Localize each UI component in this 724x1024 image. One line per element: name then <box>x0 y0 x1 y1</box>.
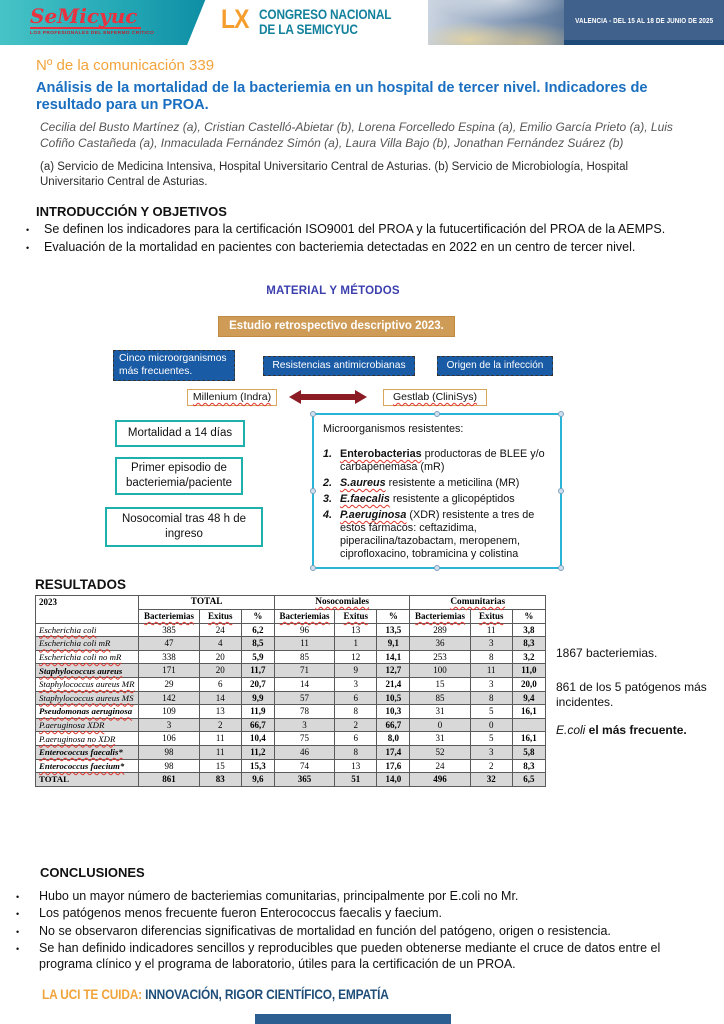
table-row <box>36 664 546 678</box>
conclusions-bullets <box>14 888 714 972</box>
table-cell: 96 <box>274 623 334 637</box>
paper-title: Análisis de la mortalidad de la bacteriemia en un hospital de tercer nivel. Indicadores de resultado para un PROA. <box>36 80 648 113</box>
congress-header <box>0 0 724 45</box>
organism-label: Escherichia coli mR <box>39 638 111 649</box>
resistant-item-2 <box>323 477 551 490</box>
table-cell: 78 <box>274 705 334 719</box>
motto-text: INNOVACIÓN, RIGOR CIENTÍFICO, EMPATÍA <box>141 986 389 1002</box>
organism-label: Escherichia coli <box>39 624 97 635</box>
box-antimicrobial-resistance: Resistencias antimicrobianas <box>263 356 415 376</box>
authors-line: Cecilia del Busto Martínez (a), Cristian Castelló-Abietar (b), Lorena Forcelledo Espina (a), Emilio García Prieto (a), Luis Cofiño Castañeda (a), Inmaculada Fernández Simón (a), Laura Villa Bajo (b), Jonathan Fernández Suárez (b) <box>40 120 673 150</box>
table-cell: 20,0 <box>512 678 545 692</box>
system-gestlab-box: Gestlab (CliniSys) <box>383 389 487 406</box>
bullet-icon: • <box>16 926 20 937</box>
organism-label: Enterococcus faecium* <box>39 760 125 771</box>
note-ecoli-frequent <box>556 723 718 738</box>
bullet-icon: • <box>16 892 20 902</box>
resistant-item-4 <box>323 509 551 561</box>
table-row <box>36 678 546 692</box>
selection-handle <box>310 411 316 417</box>
bullet-icon: • <box>26 225 30 235</box>
organism-label: P.aeruginosa no XDR <box>39 733 116 744</box>
table-cell: 8,3 <box>512 637 545 651</box>
table-cell: 5 <box>470 732 512 746</box>
table-cell: 5,9 <box>241 650 274 664</box>
organism-name: Enterobacterias <box>340 448 422 460</box>
table-cell: 12 <box>335 650 377 664</box>
table-cell: 3 <box>139 718 199 732</box>
table-cell: 31 <box>410 705 470 719</box>
table-cell: 12,7 <box>377 664 410 678</box>
resistant-item-3 <box>323 493 551 506</box>
table-cell: 98 <box>139 759 199 773</box>
table-cell: 8,5 <box>241 637 274 651</box>
introduction-heading: INTRODUCCIÓN Y OBJETIVOS <box>36 204 227 219</box>
table-cell: 496 <box>410 773 470 787</box>
ecoli-italic: E.coli <box>556 723 586 737</box>
table-cell: 14,0 <box>377 773 410 787</box>
organism-label: Staphylococcus aureus <box>39 665 123 676</box>
table-cell: 24 <box>199 623 241 637</box>
table-cell: 20 <box>199 650 241 664</box>
table-cell: 0 <box>410 718 470 732</box>
table-cell: 142 <box>139 691 199 705</box>
table-cell: 3 <box>470 637 512 651</box>
conclusion-2-text: Los patógenos menos frecuente fueron Enterococcus faecalis y faecium. <box>39 906 443 921</box>
table-cell: 8 <box>335 705 377 719</box>
bullet-icon: • <box>16 943 20 954</box>
col-header: % <box>377 609 410 623</box>
valencia-photo <box>428 0 564 45</box>
venue-banner <box>564 0 724 40</box>
table-cell: 3 <box>470 678 512 692</box>
col-header: Exitus <box>335 609 377 623</box>
table-cell: 21,4 <box>377 678 410 692</box>
table-cell: 83 <box>199 773 241 787</box>
col-header: Bacteriemias <box>139 609 199 623</box>
organism-label: Pseudomonas aeruginosa <box>39 706 133 717</box>
system-millenium-box: Millenium (Indra) <box>187 389 277 406</box>
item-text: productoras de BLEE y/o carbapenemasa (mR) <box>340 448 545 473</box>
table-cell: 5,8 <box>512 746 545 760</box>
communication-number: Nº de la comunicación 339 <box>36 57 215 74</box>
box-mortality-14d: Mortalidad a 14 días <box>115 420 245 447</box>
table-cell: 109 <box>139 705 199 719</box>
organism-name: P.aeruginosa <box>340 509 407 521</box>
congress-line1: CONGRESO NACIONAL <box>259 7 392 22</box>
col-header: Exitus <box>470 609 512 623</box>
table-cell: 66,7 <box>377 718 410 732</box>
table-total-row <box>36 773 546 787</box>
table-cell: 13 <box>335 759 377 773</box>
conclusion-4-text: Se han definido indicadores sencillos y reproducibles que pueden obtenerse mediante el cruce de datos entre el programa clínico y el programa de laboratorio, útiles para la certificación de un PROA. <box>39 940 661 972</box>
selection-handle <box>558 411 564 417</box>
table-cell: 365 <box>274 773 334 787</box>
intro-bullet-2 <box>22 239 694 255</box>
total-label: TOTAL <box>39 774 69 785</box>
resistant-box-title: Microorganismos resistentes: <box>323 423 464 435</box>
methods-section <box>0 281 724 578</box>
table-cell: 16,1 <box>512 705 545 719</box>
table-cell: 3 <box>335 678 377 692</box>
table-cell: 85 <box>410 691 470 705</box>
table-cell: 8 <box>470 691 512 705</box>
table-cell: 8 <box>335 746 377 760</box>
intro-bullet-1-text: Se definen los indicadores para la certificación ISO9001 del PROA y la futucertificación del PROA de la AEMPS. <box>44 222 666 236</box>
table-cell: 13,5 <box>377 623 410 637</box>
affiliations-line: (a) Servicio de Medicina Intensiva, Hospital Universitario Central de Asturias. (b) Servicio de Microbiología, Hospital Universitario Central de Asturias. <box>40 161 629 188</box>
table-cell: 100 <box>410 664 470 678</box>
table-cell: 3 <box>470 746 512 760</box>
note-861-pathogens: 861 de los 5 patógenos más incidentes. <box>556 680 707 709</box>
table-cell: 24 <box>410 759 470 773</box>
item-text: (XDR) resistente a tres de estos fármacos: ceftazidima, piperacilina/tazobactam, meropenem, ciprofloxacino, tobramicina y colistina <box>340 509 535 560</box>
table-cell: 14 <box>274 678 334 692</box>
table-cell: 17,4 <box>377 746 410 760</box>
table-cell: 0 <box>470 718 512 732</box>
methods-heading: MATERIAL Y MÉTODOS <box>266 285 400 297</box>
table-row <box>36 759 546 773</box>
banner-underline <box>564 40 724 45</box>
table-cell: 71 <box>274 664 334 678</box>
table-cell: 9,1 <box>377 637 410 651</box>
item-number: 2. <box>323 477 333 489</box>
conclusion-2 <box>14 905 714 921</box>
table-row <box>36 623 546 637</box>
results-table <box>35 595 546 787</box>
resistant-item-1 <box>323 448 551 474</box>
table-cell: 66,7 <box>241 718 274 732</box>
table-cell: 11,7 <box>241 664 274 678</box>
table-cell: 11 <box>199 746 241 760</box>
organism-label: Escherichia coli no mR <box>39 651 122 662</box>
congress-line2: DE LA SEMICYUC <box>259 22 358 38</box>
table-cell: 15,3 <box>241 759 274 773</box>
table-cell: 11 <box>470 623 512 637</box>
table-cell: 98 <box>139 746 199 760</box>
resistant-microorganisms-box <box>312 413 562 569</box>
table-cell: 9,6 <box>241 773 274 787</box>
table-cell: 29 <box>139 678 199 692</box>
conclusion-3 <box>14 923 714 939</box>
table-cell: 2 <box>335 718 377 732</box>
table-cell: 11 <box>470 664 512 678</box>
table-cell: 1 <box>335 637 377 651</box>
table-cell: 47 <box>139 637 199 651</box>
table-cell: 11 <box>274 637 334 651</box>
organism-label: Enterococcus faecalis* <box>39 747 123 758</box>
table-cell: 14 <box>199 691 241 705</box>
conclusion-1 <box>14 888 714 904</box>
table-cell: 52 <box>410 746 470 760</box>
table-cell: 3 <box>274 718 334 732</box>
table-cell: 14,1 <box>377 650 410 664</box>
table-cell: 171 <box>139 664 199 678</box>
motto-label: LA UCI TE CUIDA: <box>42 986 142 1002</box>
table-cell: 289 <box>410 623 470 637</box>
motto-footer <box>42 986 389 1002</box>
double-arrow-icon <box>289 390 367 404</box>
table-cell: 13 <box>335 623 377 637</box>
table-row <box>36 732 546 746</box>
semicyuc-logo: SeMicyuc <box>30 5 141 29</box>
table-cell: 6,2 <box>241 623 274 637</box>
table-cell: 11,2 <box>241 746 274 760</box>
venue-banner-text: VALENCIA - DEL 15 AL 18 DE JUNIO DE 2025 <box>574 15 714 25</box>
table-cell: 74 <box>274 759 334 773</box>
table-cell: 11,9 <box>241 705 274 719</box>
table-cell: 20,7 <box>241 678 274 692</box>
table-cell: 6,5 <box>512 773 545 787</box>
table-cell: 861 <box>139 773 199 787</box>
note-total-bacteremias: 1867 bacteriemias. <box>556 646 658 660</box>
box-infection-origin: Origen de la infección <box>437 356 553 376</box>
table-cell: 75 <box>274 732 334 746</box>
table-cell: 8 <box>470 650 512 664</box>
selection-handle <box>310 565 316 571</box>
box-first-episode: Primer episodio de bacteriemia/paciente <box>115 457 243 495</box>
table-cell: 338 <box>139 650 199 664</box>
table-cell: 11,0 <box>512 664 545 678</box>
box-nosocomial-48h: Nosocomial tras 48 h de ingreso <box>105 507 263 547</box>
conclusion-4 <box>14 940 714 973</box>
table-cell: 10,4 <box>241 732 274 746</box>
col-header: % <box>512 609 545 623</box>
bullet-icon: • <box>16 909 20 920</box>
table-cell: 6 <box>199 678 241 692</box>
col-header: % <box>241 609 274 623</box>
selection-handle <box>310 488 316 494</box>
table-cell: 31 <box>410 732 470 746</box>
table-cell: 11 <box>199 732 241 746</box>
organism-label: Staphylococcus aureus MS <box>39 692 134 703</box>
table-cell: 2 <box>470 759 512 773</box>
intro-bullet-2-text: Evaluación de la mortalidad en pacientes con bacteriemia detectadas en 2022 en un centro de tercer nivel. <box>44 240 636 255</box>
col-header: Bacteriemias <box>410 609 470 623</box>
conclusion-1-text: Hubo un mayor número de bacteriemias comunitarias, principalmente por E.coli no Mr. <box>39 889 519 903</box>
table-cell: 4 <box>199 637 241 651</box>
table-cell: 9,9 <box>241 691 274 705</box>
table-cell: 16,1 <box>512 732 545 746</box>
col-header: Bacteriemias <box>274 609 334 623</box>
table-cell: 15 <box>410 678 470 692</box>
selection-handle <box>434 565 440 571</box>
table-cell: 51 <box>335 773 377 787</box>
logo-tagline: LOS PROFESIONALES DEL ENFERMO CRÍTICO <box>30 31 155 36</box>
table-row <box>36 650 546 664</box>
table-cell: 2 <box>199 718 241 732</box>
intro-bullet-1 <box>22 221 694 237</box>
selection-handle <box>558 488 564 494</box>
table-cell: 57 <box>274 691 334 705</box>
organism-name: S.aureus <box>340 477 386 489</box>
table-cell: 253 <box>410 650 470 664</box>
table-cell: 15 <box>199 759 241 773</box>
group-nosocomiales: Nosocomiales <box>274 596 410 610</box>
group-comunitarias: Comunitarias <box>410 596 546 610</box>
table-cell: 9 <box>335 664 377 678</box>
study-design-box: Estudio retrospectivo descriptivo 2023. <box>218 316 455 337</box>
table-cell: 10,5 <box>377 691 410 705</box>
table-row <box>36 637 546 651</box>
item-text: resistente a glicopéptidos <box>389 493 515 505</box>
item-number: 1. <box>323 448 333 460</box>
table-cell: 9,4 <box>512 691 545 705</box>
selection-handle <box>558 565 564 571</box>
table-row <box>36 718 546 732</box>
note-rest: el más frecuente. <box>585 723 687 737</box>
table-year-cell: 2023 <box>36 596 139 624</box>
table-cell: 10,3 <box>377 705 410 719</box>
item-number: 3. <box>323 493 333 505</box>
col-header: Exitus <box>199 609 241 623</box>
conclusions-heading: CONCLUSIONES <box>40 865 145 880</box>
table-cell: 46 <box>274 746 334 760</box>
table-cell: 5 <box>470 705 512 719</box>
table-cell: 17,6 <box>377 759 410 773</box>
organism-name: E.faecalis <box>340 493 390 505</box>
selection-handle <box>434 411 440 417</box>
table-group-header-row <box>36 596 546 610</box>
congress-title <box>259 7 391 37</box>
table-cell: 85 <box>274 650 334 664</box>
bottom-bar <box>255 1014 451 1024</box>
introduction-bullets <box>22 221 694 256</box>
congress-numeral: LX <box>221 4 249 34</box>
table-cell: 3,8 <box>512 623 545 637</box>
table-cell <box>512 718 545 732</box>
organism-label: Staphylococcus aureus MR <box>39 679 135 690</box>
item-text: resistente a meticilina (MR) <box>385 477 520 489</box>
results-heading: RESULTADOS <box>35 577 126 592</box>
table-cell: 385 <box>139 623 199 637</box>
table-row <box>36 746 546 760</box>
table-cell: 8,3 <box>512 759 545 773</box>
item-number: 4. <box>323 509 333 521</box>
table-row <box>36 705 546 719</box>
table-cell: 6 <box>335 732 377 746</box>
table-cell: 3,2 <box>512 650 545 664</box>
table-cell: 36 <box>410 637 470 651</box>
table-cell: 106 <box>139 732 199 746</box>
bullet-icon: • <box>26 243 30 254</box>
organism-label: P.aeruginosa XDR <box>39 719 105 730</box>
table-cell: 6 <box>335 691 377 705</box>
table-cell: 32 <box>470 773 512 787</box>
table-cell: 20 <box>199 664 241 678</box>
group-total: TOTAL <box>139 596 275 610</box>
conclusion-3-text: No se observaron diferencias significativas de mortalidad en función del patógeno, origen o resistencia. <box>39 923 611 938</box>
table-cell: 8,0 <box>377 732 410 746</box>
table-row <box>36 691 546 705</box>
table-cell: 13 <box>199 705 241 719</box>
box-five-microorganisms: Cinco microorganismos más frecuentes. <box>113 350 235 381</box>
